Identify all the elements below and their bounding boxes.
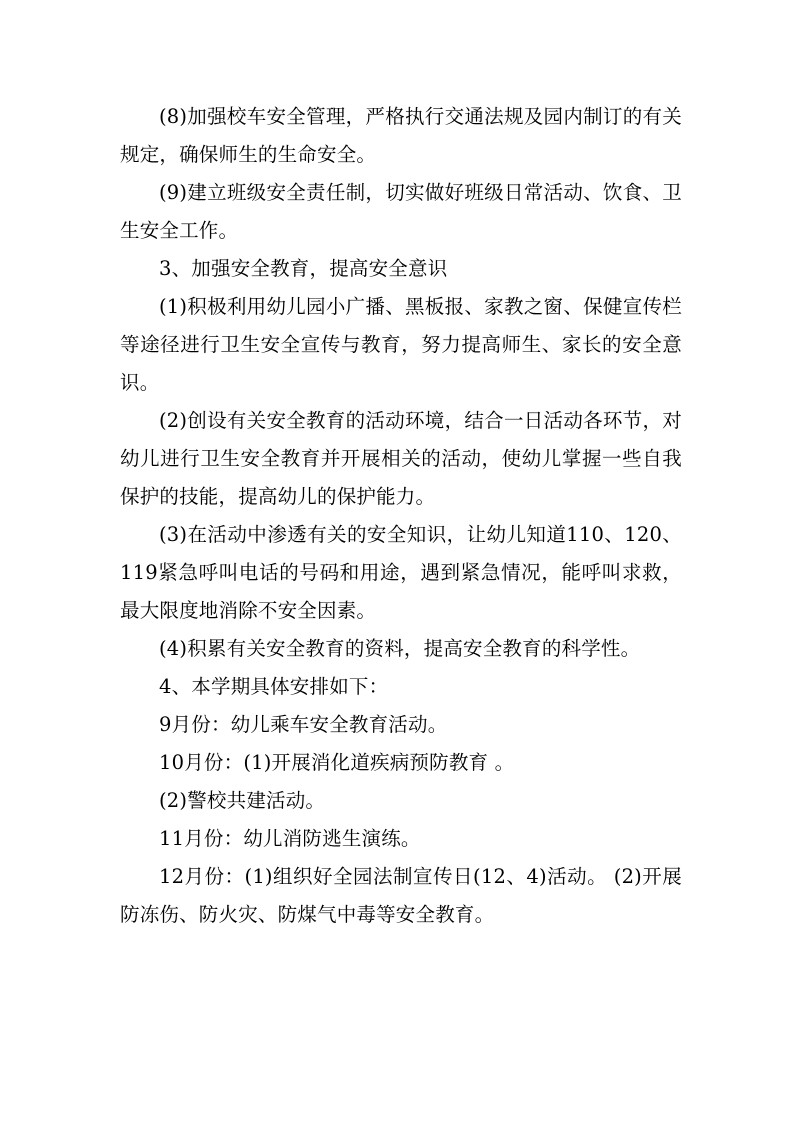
schedule-october-item-1: 10月份：(1)开展消化道疾病预防教育 。 [159,751,515,774]
document-body [120,98,682,934]
paragraph-accumulate-materials: (4)积累有关安全教育的资料，提高安全教育的科学性。 [159,637,641,660]
section-heading-safety-education: 3、加强安全教育，提高安全意识 [159,257,448,280]
schedule-september: 9月份：幼儿乘车安全教育活动。 [159,713,448,736]
paragraph-activity-environment: (2)创设有关安全教育的活动环境，结合一日活动各环节，对幼儿进行卫生安全教育并开展相关的活动，使幼儿掌握一些自我保护的技能，提高幼儿的保护能力。 [120,409,682,508]
section-heading-semester-plan: 4、本学期具体安排如下： [159,675,389,698]
paragraph-school-bus-safety: (8)加强校车安全管理，严格执行交通法规及园内制订的有关规定，确保师生的生命安全。 [120,105,682,166]
schedule-october-item-2: (2)警校共建活动。 [159,789,326,812]
paragraph-publicity-channels: (1)积极利用幼儿园小广播、黑板报、家教之窗、保健宣传栏等途径进行卫生安全宣传与教育，努力提高师生、家长的安全意识。 [120,295,682,394]
schedule-december: 12月份：(1)组织好全园法制宣传日(12、4)活动。 (2)开展防冻伤、防火灾、防煤气中毒等安全教育。 [120,865,682,926]
paragraph-emergency-numbers: (3)在活动中渗透有关的安全知识，让幼儿知道110、120、119紧急呼叫电话的号码和用途，遇到紧急情况，能呼叫求救，最大限度地消除不安全因素。 [120,523,682,622]
paragraph-class-responsibility: (9)建立班级安全责任制，切实做好班级日常活动、饮食、卫生安全工作。 [120,181,682,242]
schedule-november: 11月份：幼儿消防逃生演练。 [159,827,421,850]
